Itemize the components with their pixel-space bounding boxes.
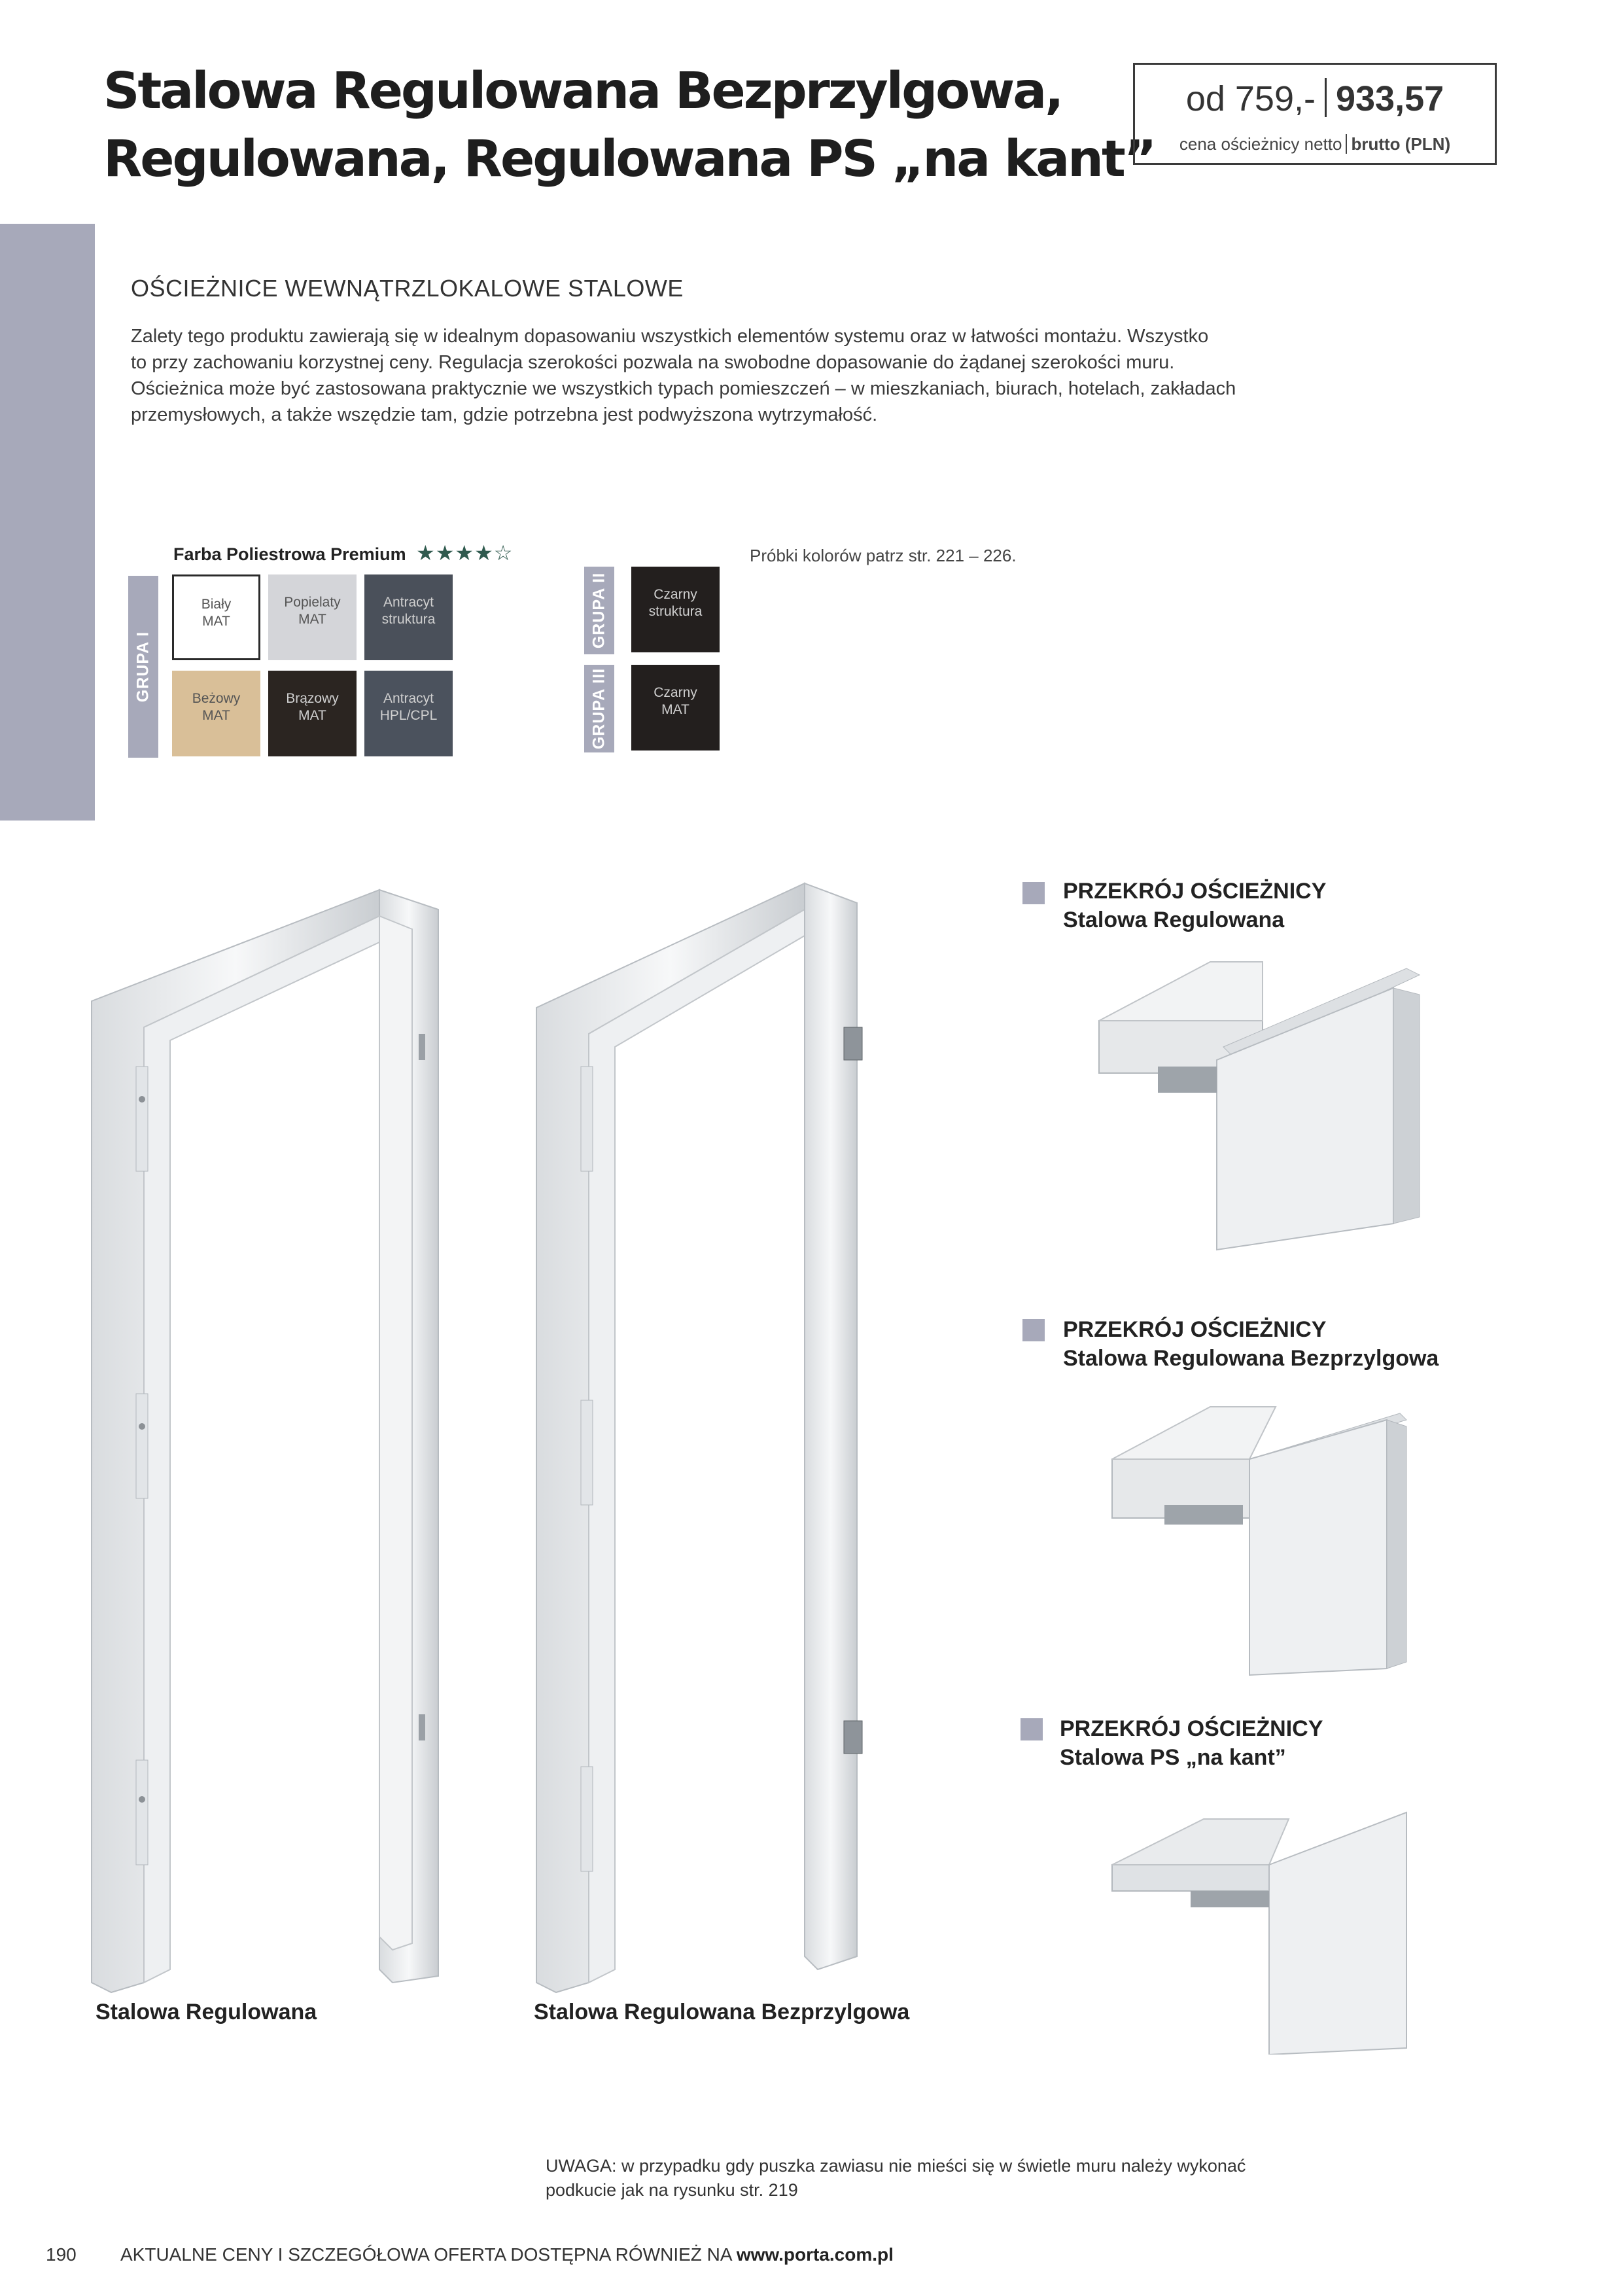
swatch-sublabel: MAT xyxy=(298,612,326,627)
group-1-label xyxy=(128,576,158,758)
group-1-text: GRUPA I xyxy=(133,631,152,703)
cross-section-heading xyxy=(1063,877,1326,934)
description-line: to przy zachowaniu korzystnej ceny. Regulacja szerokości pozwala na swobodne dopasowanie do żądanej szerokości muru. xyxy=(131,352,1175,373)
swatch-antracyt-hpl xyxy=(364,671,453,756)
swatch-czarny-mat xyxy=(631,665,720,751)
swatch-label: Antracyt xyxy=(383,691,434,706)
swatch-sublabel: struktura xyxy=(648,604,703,619)
cross-section-name: Stalowa Regulowana Bezprzylgowa xyxy=(1063,1346,1439,1371)
swatch-brazowy xyxy=(268,671,357,756)
frame-caption-bezprzylgowa: Stalowa Regulowana Bezprzylgowa xyxy=(534,2000,910,2024)
swatch-bialy xyxy=(172,574,260,660)
note xyxy=(546,2154,1265,2202)
cross-section-name: Stalowa Regulowana xyxy=(1063,908,1285,932)
swatch-sublabel: MAT xyxy=(202,614,230,629)
footer-text xyxy=(120,2244,894,2265)
swatch-czarny-struktura xyxy=(631,567,720,652)
group-2-label xyxy=(584,567,614,654)
swatch-sublabel: HPL/CPL xyxy=(379,708,438,723)
swatch-bezowy xyxy=(172,671,260,756)
title-line-1: Stalowa Regulowana Bezprzylgowa, xyxy=(103,62,1062,120)
samples-note: Próbki kolorów patrz str. 221 – 226. xyxy=(750,546,1017,565)
cross-section-name: Stalowa PS „na kant” xyxy=(1060,1745,1286,1770)
swatch-sublabel: MAT xyxy=(202,708,230,723)
note-line: podkucie jak na rysunku str. 219 xyxy=(546,2180,798,2200)
caption-divider xyxy=(1346,134,1347,154)
swatch-label: Biały xyxy=(201,597,232,612)
group-3-text: GRUPA III xyxy=(589,667,608,750)
rating-stars: ★★★★☆ xyxy=(416,541,514,565)
description-line: przemysłowych, a także wszędzie tam, gdzie potrzebna jest podwyższona wytrzymałość. xyxy=(131,404,878,425)
swatch-label: Czarny xyxy=(654,587,697,602)
side-accent-bar xyxy=(0,224,95,821)
group-2-text: GRUPA II xyxy=(589,572,608,649)
frame-illustration-bezprzylgowa xyxy=(530,870,896,1996)
frame-illustration-regulowana xyxy=(85,870,478,1996)
footer-caption: AKTUALNE CENY I SZCZEGÓŁOWA OFERTA DOSTĘPNA RÓWNIEŻ NA xyxy=(120,2244,737,2265)
group-3-label xyxy=(584,665,614,752)
cross-section-title: PRZEKRÓJ OŚCIEŻNICY xyxy=(1063,879,1327,904)
price-caption-net: cena ościeżnicy netto xyxy=(1179,134,1342,154)
section-title: OŚCIEŻNICE WEWNĄTRZLOKALOWE STALOWE xyxy=(131,275,684,302)
price-box xyxy=(1133,63,1497,165)
swatch-label: Beżowy xyxy=(192,691,241,706)
cross-section-image-na-kant xyxy=(1106,1793,1420,2055)
cross-section-heading xyxy=(1063,1315,1439,1373)
cross-section-marker xyxy=(1022,1319,1045,1341)
swatch-label: Popielaty xyxy=(284,595,341,610)
note-line: UWAGA: w przypadku gdy puszka zawiasu nie mieści się w świetle muru należy wykonać xyxy=(546,2156,1246,2176)
swatch-sublabel: MAT xyxy=(298,708,326,723)
price-caption-gross: brutto (PLN) xyxy=(1351,134,1451,154)
frame-caption-regulowana: Stalowa Regulowana xyxy=(96,2000,317,2024)
cross-section-image-bezprzylgowa xyxy=(1106,1394,1420,1682)
cross-section-title: PRZEKRÓJ OŚCIEŻNICY xyxy=(1060,1716,1323,1741)
price-gross: 933,57 xyxy=(1335,79,1444,118)
title-line-2: Regulowana, Regulowana PS „na kant” xyxy=(103,130,1155,188)
swatch-antracyt-struktura xyxy=(364,574,453,660)
page-number: 190 xyxy=(46,2244,77,2265)
swatch-label: Brązowy xyxy=(286,691,339,706)
price-from: od 759,- xyxy=(1185,79,1316,118)
cross-section-marker xyxy=(1021,1718,1043,1740)
page-title xyxy=(103,58,1155,194)
description-line: Ościeżnica może być zastosowana praktycznie we wszystkich typach pomieszczeń – w mieszkaniach, biurach, hotelach, zakładach xyxy=(131,378,1236,399)
price-caption xyxy=(1135,134,1495,154)
section-description xyxy=(131,323,1295,428)
swatch-popielaty xyxy=(268,574,357,660)
footer-link[interactable]: www.porta.com.pl xyxy=(736,2244,894,2265)
price-row xyxy=(1135,78,1495,119)
swatch-sublabel: MAT xyxy=(661,702,689,717)
finish-label: Farba Poliestrowa Premium xyxy=(173,544,406,564)
swatch-label: Antracyt xyxy=(383,595,434,610)
cross-section-title: PRZEKRÓJ OŚCIEŻNICY xyxy=(1063,1317,1327,1342)
description-line: Zalety tego produktu zawierają się w idealnym dopasowaniu wszystkich elementów systemu oraz w łatwości montażu. Wszystko xyxy=(131,326,1209,347)
cross-section-marker xyxy=(1022,882,1045,904)
swatch-sublabel: struktura xyxy=(381,612,436,627)
swatch-label: Czarny xyxy=(654,685,697,700)
cross-section-image-regulowana xyxy=(1092,949,1433,1256)
price-divider xyxy=(1325,78,1327,117)
cross-section-heading xyxy=(1060,1714,1323,1772)
